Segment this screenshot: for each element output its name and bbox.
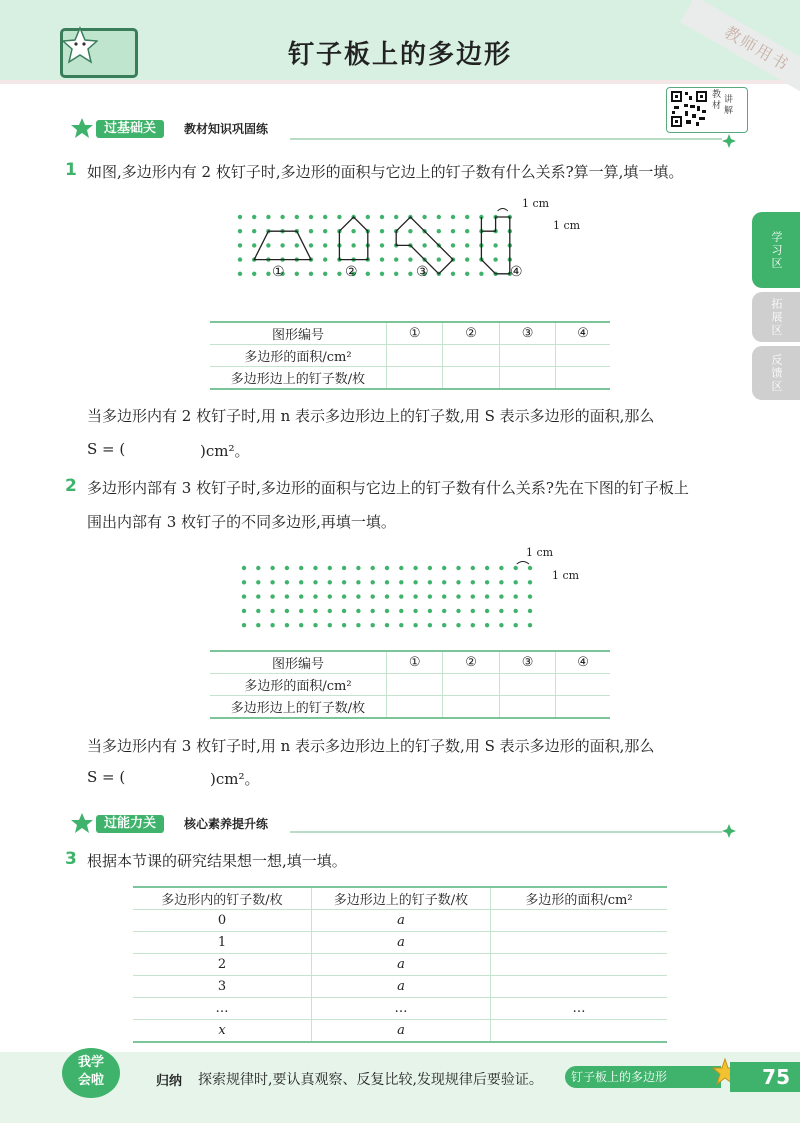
peg-dot	[471, 609, 475, 613]
peg-dot	[465, 229, 469, 233]
qr-label-2: 材	[712, 101, 722, 111]
corner-stamp: 教师用书	[680, 0, 800, 102]
peg-dot	[328, 609, 332, 613]
peg-dot	[385, 580, 389, 584]
peg-dot	[399, 566, 403, 570]
peg-dot	[380, 243, 384, 247]
peg-dot	[356, 594, 360, 598]
peg-dot	[485, 580, 489, 584]
question-1-text: 如图,多边形内有 2 枚钉子时,多边形的面积与它边上的钉子数有什么关系?算一算,填一填。	[87, 163, 684, 181]
peg-dot	[413, 609, 417, 613]
qr-label-4: 解	[724, 106, 734, 116]
peg-dot	[442, 609, 446, 613]
row-label: 多边形边上的钉子数/枚	[210, 367, 387, 390]
peg-dot	[465, 243, 469, 247]
question-3-text: 根据本节课的研究结果想一想,填一填。	[87, 852, 347, 870]
peg-dot	[451, 215, 455, 219]
shape-label-2: ②	[345, 264, 358, 280]
table-cell: …	[491, 998, 668, 1020]
footer-summary-label: 归纳	[156, 1074, 183, 1089]
peg-dot	[408, 257, 412, 261]
peg-dot	[499, 609, 503, 613]
peg-dot	[252, 215, 256, 219]
q2-answer-blank[interactable]	[133, 768, 208, 788]
peg-dot	[242, 594, 246, 598]
peg-dot	[280, 243, 284, 247]
table-cell: a	[312, 932, 491, 954]
answer-cell[interactable]	[443, 696, 499, 719]
peg-dot	[256, 623, 260, 627]
peg-dot	[356, 623, 360, 627]
peg-dot	[323, 215, 327, 219]
scale-vertical: 1 cm	[553, 219, 581, 232]
table-cell: x	[133, 1020, 312, 1043]
peg-dot	[380, 215, 384, 219]
table-header: 多边形内的钉子数/枚	[133, 887, 312, 910]
question-2-text-line2: 围出内部有 3 枚钉子的不同多边形,再填一填。	[87, 513, 396, 531]
peg-dot	[380, 272, 384, 276]
table-row	[210, 367, 610, 390]
section-basic-subtitle: 教材知识巩固练	[184, 122, 269, 136]
peg-dot	[351, 243, 355, 247]
peg-dot	[256, 594, 260, 598]
peg-dot	[313, 609, 317, 613]
table-row	[133, 998, 667, 1020]
peg-dot	[238, 215, 242, 219]
table-header: ④	[556, 651, 610, 674]
table-header: ③	[499, 322, 555, 345]
peg-dot	[399, 580, 403, 584]
peg-dot	[422, 215, 426, 219]
peg-dot	[399, 594, 403, 598]
q2-formula-end: )cm²。	[210, 770, 260, 788]
peg-dot	[238, 272, 242, 276]
peg-dot	[323, 272, 327, 276]
section-mascot-icon	[70, 117, 94, 139]
answer-cell[interactable]	[387, 674, 443, 696]
peg-dot	[514, 580, 518, 584]
peg-dot	[428, 580, 432, 584]
scale-bracket-horizontal	[517, 562, 529, 565]
peg-dot	[313, 623, 317, 627]
table-row	[210, 322, 610, 345]
peg-dot	[528, 580, 532, 584]
answer-cell[interactable]	[443, 345, 499, 367]
table-header: ②	[443, 322, 499, 345]
peg-dot	[451, 272, 455, 276]
peg-dot	[499, 594, 503, 598]
table-header: ②	[443, 651, 499, 674]
footer-topic: 钉子板上的多边形	[565, 1066, 721, 1088]
peg-dot	[371, 623, 375, 627]
peg-dot	[514, 566, 518, 570]
row-label: 多边形的面积/cm²	[210, 674, 387, 696]
peg-dot	[442, 594, 446, 598]
peg-dot	[299, 609, 303, 613]
shape-label-3: ③	[416, 264, 429, 280]
shape-label-1: ①	[272, 264, 285, 280]
scale-horizontal: 1 cm	[526, 546, 554, 559]
peg-dot	[413, 623, 417, 627]
answer-cell[interactable]	[499, 674, 555, 696]
q1-conclusion-line1: 当多边形内有 2 枚钉子时,用 n 表示多边形边上的钉子数,用 S 表示多边形的面积,那么	[87, 407, 655, 425]
pegboard-2[interactable]	[236, 560, 556, 635]
peg-dot	[422, 243, 426, 247]
peg-dot	[256, 580, 260, 584]
peg-dot	[485, 623, 489, 627]
peg-dot	[437, 215, 441, 219]
peg-dot	[456, 580, 460, 584]
section-divider	[290, 831, 722, 833]
row-label: 多边形的面积/cm²	[210, 345, 387, 367]
peg-dot	[337, 215, 341, 219]
table-row	[210, 696, 610, 719]
q2-formula-start: S = (	[87, 768, 126, 786]
peg-dot	[252, 243, 256, 247]
peg-dot	[380, 257, 384, 261]
table-cell: 0	[133, 910, 312, 932]
answer-cell[interactable]	[499, 696, 555, 719]
peg-dot	[465, 257, 469, 261]
peg-dot	[408, 272, 412, 276]
page-number: 75	[730, 1062, 800, 1092]
peg-dot	[514, 623, 518, 627]
section-basic-title: 过基础关	[96, 120, 164, 138]
table-cell: 3	[133, 976, 312, 998]
answer-cell[interactable]	[499, 345, 555, 367]
answer-cell[interactable]	[491, 932, 668, 954]
peg-dot	[413, 566, 417, 570]
peg-dot	[413, 594, 417, 598]
table-row	[133, 976, 667, 998]
q2-conclusion-line1: 当多边形内有 3 枚钉子时,用 n 表示多边形边上的钉子数,用 S 表示多边形的面积,那么	[87, 737, 655, 755]
header-divider	[0, 80, 800, 84]
qr-code-icon[interactable]	[670, 90, 708, 128]
answer-cell[interactable]	[387, 367, 443, 390]
peg-dot	[385, 609, 389, 613]
peg-dot	[471, 580, 475, 584]
table-header: ①	[387, 651, 443, 674]
peg-dot	[313, 566, 317, 570]
peg-dot	[270, 566, 274, 570]
answer-cell[interactable]	[556, 696, 610, 719]
table-cell: 2	[133, 954, 312, 976]
peg-dot	[270, 623, 274, 627]
question-2-text-line1: 多边形内部有 3 枚钉子时,多边形的面积与它边上的钉子数有什么关系?先在下图的钉子板上	[87, 479, 689, 497]
peg-dot	[256, 609, 260, 613]
peg-dot	[456, 609, 460, 613]
page-title: 钉子板上的多边形	[287, 40, 512, 70]
table-row	[133, 910, 667, 932]
peg-dot	[371, 566, 375, 570]
peg-dot	[351, 229, 355, 233]
peg-dot	[266, 243, 270, 247]
peg-dot	[299, 566, 303, 570]
peg-dot	[285, 580, 289, 584]
peg-dot	[323, 229, 327, 233]
peg-dot	[437, 257, 441, 261]
table-cell: …	[133, 998, 312, 1020]
peg-dot	[270, 580, 274, 584]
peg-dot	[456, 594, 460, 598]
peg-dot	[385, 623, 389, 627]
table-row	[133, 954, 667, 976]
polygon-shape-2	[339, 217, 367, 260]
peg-dot	[479, 272, 483, 276]
peg-dot	[471, 594, 475, 598]
peg-dot	[356, 609, 360, 613]
peg-dot	[328, 580, 332, 584]
table-header: 多边形的面积/cm²	[491, 887, 668, 910]
peg-dot	[299, 580, 303, 584]
table-row	[210, 345, 610, 367]
peg-dot	[270, 609, 274, 613]
table-row	[133, 1020, 667, 1043]
answer-cell[interactable]	[443, 674, 499, 696]
peg-dot	[366, 215, 370, 219]
table-cell: a	[312, 910, 491, 932]
peg-dot	[380, 229, 384, 233]
q1-table	[210, 321, 610, 390]
table-row	[133, 932, 667, 954]
peg-dot	[328, 594, 332, 598]
peg-dot	[514, 609, 518, 613]
table-header: 多边形边上的钉子数/枚	[312, 887, 491, 910]
peg-dot	[238, 243, 242, 247]
peg-dot	[285, 623, 289, 627]
peg-dot	[385, 594, 389, 598]
peg-dot	[309, 272, 313, 276]
scale-bracket-horizontal	[498, 209, 508, 212]
footer-mascot-text: 我学会啦	[77, 1055, 104, 1088]
peg-dot	[485, 594, 489, 598]
question-number: 3	[65, 849, 77, 869]
answer-cell[interactable]	[499, 367, 555, 390]
peg-dot	[528, 609, 532, 613]
table-row	[210, 674, 610, 696]
peg-dot	[428, 566, 432, 570]
peg-dot	[394, 257, 398, 261]
section-ability-subtitle: 核心素养提升练	[184, 817, 269, 831]
question-number: 2	[65, 476, 77, 496]
table-cell: a	[312, 976, 491, 998]
table-cell: 1	[133, 932, 312, 954]
peg-dot	[285, 566, 289, 570]
q1-formula-end: )cm²。	[200, 442, 250, 460]
peg-dot	[328, 623, 332, 627]
peg-dot	[451, 229, 455, 233]
peg-dot	[465, 272, 469, 276]
table-cell: a	[312, 954, 491, 976]
answer-cell[interactable]	[491, 910, 668, 932]
peg-dot	[499, 580, 503, 584]
table-header: ①	[387, 322, 443, 345]
q1-answer-blank[interactable]	[133, 440, 198, 460]
peg-dot	[399, 623, 403, 627]
q1-formula-start: S = (	[87, 440, 126, 458]
answer-cell[interactable]	[387, 345, 443, 367]
tab-feedback-area[interactable]: 反馈区	[752, 346, 800, 400]
peg-dot	[266, 215, 270, 219]
peg-dot	[313, 580, 317, 584]
peg-dot	[514, 594, 518, 598]
peg-dot	[323, 243, 327, 247]
peg-dot	[385, 566, 389, 570]
peg-dot	[242, 580, 246, 584]
peg-dot	[493, 243, 497, 247]
peg-dot	[356, 580, 360, 584]
peg-dot	[342, 594, 346, 598]
scale-vertical: 1 cm	[552, 569, 580, 582]
peg-dot	[342, 609, 346, 613]
question-number: 1	[65, 160, 77, 180]
peg-dot	[309, 215, 313, 219]
peg-dot	[371, 609, 375, 613]
section-divider	[290, 138, 722, 140]
peg-dot	[309, 229, 313, 233]
qr-label-1: 教	[712, 90, 722, 100]
peg-dot	[442, 580, 446, 584]
peg-dot	[280, 215, 284, 219]
table-header: ④	[556, 322, 610, 345]
peg-dot	[465, 215, 469, 219]
qr-label-3: 讲	[724, 95, 734, 105]
section-ability-title: 过能力关	[96, 815, 164, 833]
peg-dot	[471, 566, 475, 570]
scale-horizontal: 1 cm	[522, 197, 550, 210]
peg-dot	[295, 243, 299, 247]
peg-dot	[371, 594, 375, 598]
peg-dot	[266, 272, 270, 276]
answer-cell[interactable]	[556, 674, 610, 696]
peg-dot	[256, 566, 260, 570]
peg-dot	[238, 257, 242, 261]
table-row	[210, 651, 610, 674]
sparkle-icon	[722, 824, 736, 838]
peg-dot	[485, 566, 489, 570]
section-mascot-icon	[70, 812, 94, 834]
peg-dot	[485, 609, 489, 613]
answer-cell[interactable]	[491, 1020, 668, 1043]
peg-dot	[342, 623, 346, 627]
peg-dot	[371, 580, 375, 584]
peg-dot	[356, 566, 360, 570]
peg-dot	[242, 609, 246, 613]
peg-dot	[399, 609, 403, 613]
tab-study-area[interactable]: 学习区	[752, 212, 800, 288]
peg-dot	[342, 566, 346, 570]
peg-dot	[451, 243, 455, 247]
peg-dot	[295, 215, 299, 219]
peg-dot	[528, 594, 532, 598]
peg-dot	[408, 229, 412, 233]
peg-dot	[428, 594, 432, 598]
peg-dot	[528, 566, 532, 570]
row-label: 多边形边上的钉子数/枚	[210, 696, 387, 719]
tab-extension-area[interactable]: 拓展区	[752, 292, 800, 342]
peg-dot	[299, 594, 303, 598]
peg-dot	[471, 623, 475, 627]
peg-dot	[313, 594, 317, 598]
table-header: 图形编号	[210, 651, 387, 674]
peg-dot	[252, 272, 256, 276]
peg-dot	[428, 609, 432, 613]
peg-dot	[295, 272, 299, 276]
table-header: 图形编号	[210, 322, 387, 345]
peg-dot	[337, 272, 341, 276]
peg-dot	[499, 566, 503, 570]
peg-dot	[394, 272, 398, 276]
peg-dot	[252, 229, 256, 233]
peg-dot	[366, 272, 370, 276]
table-row	[133, 887, 667, 910]
peg-dot	[238, 229, 242, 233]
peg-dot	[328, 566, 332, 570]
peg-dot	[270, 594, 274, 598]
shape-label-4: ④	[510, 264, 523, 280]
q3-table	[133, 886, 667, 1043]
peg-dot	[309, 243, 313, 247]
peg-dot	[323, 257, 327, 261]
peg-dot	[242, 566, 246, 570]
peg-dot	[428, 623, 432, 627]
peg-dot	[442, 623, 446, 627]
peg-dot	[528, 623, 532, 627]
table-header: ③	[499, 651, 555, 674]
answer-cell[interactable]	[491, 954, 668, 976]
peg-dot	[456, 566, 460, 570]
answer-cell[interactable]	[491, 976, 668, 998]
peg-dot	[285, 594, 289, 598]
answer-cell[interactable]	[387, 696, 443, 719]
answer-cell[interactable]	[443, 367, 499, 390]
peg-dot	[285, 609, 289, 613]
answer-cell[interactable]	[556, 345, 610, 367]
peg-dot	[394, 215, 398, 219]
answer-cell[interactable]	[556, 367, 610, 390]
sparkle-icon	[722, 134, 736, 148]
table-cell: …	[312, 998, 491, 1020]
peg-dot	[242, 623, 246, 627]
footer-mascot-badge	[62, 1048, 120, 1098]
q2-table	[210, 650, 610, 719]
peg-dot	[342, 580, 346, 584]
footer-tip-text: 探索规律时,要认真观察、反复比较,发现规律后要验证。	[198, 1072, 543, 1088]
peg-dot	[413, 580, 417, 584]
peg-dot	[437, 229, 441, 233]
peg-dot	[299, 623, 303, 627]
peg-dot	[456, 623, 460, 627]
table-cell: a	[312, 1020, 491, 1043]
peg-dot	[493, 257, 497, 261]
peg-dot	[442, 566, 446, 570]
peg-dot	[499, 623, 503, 627]
